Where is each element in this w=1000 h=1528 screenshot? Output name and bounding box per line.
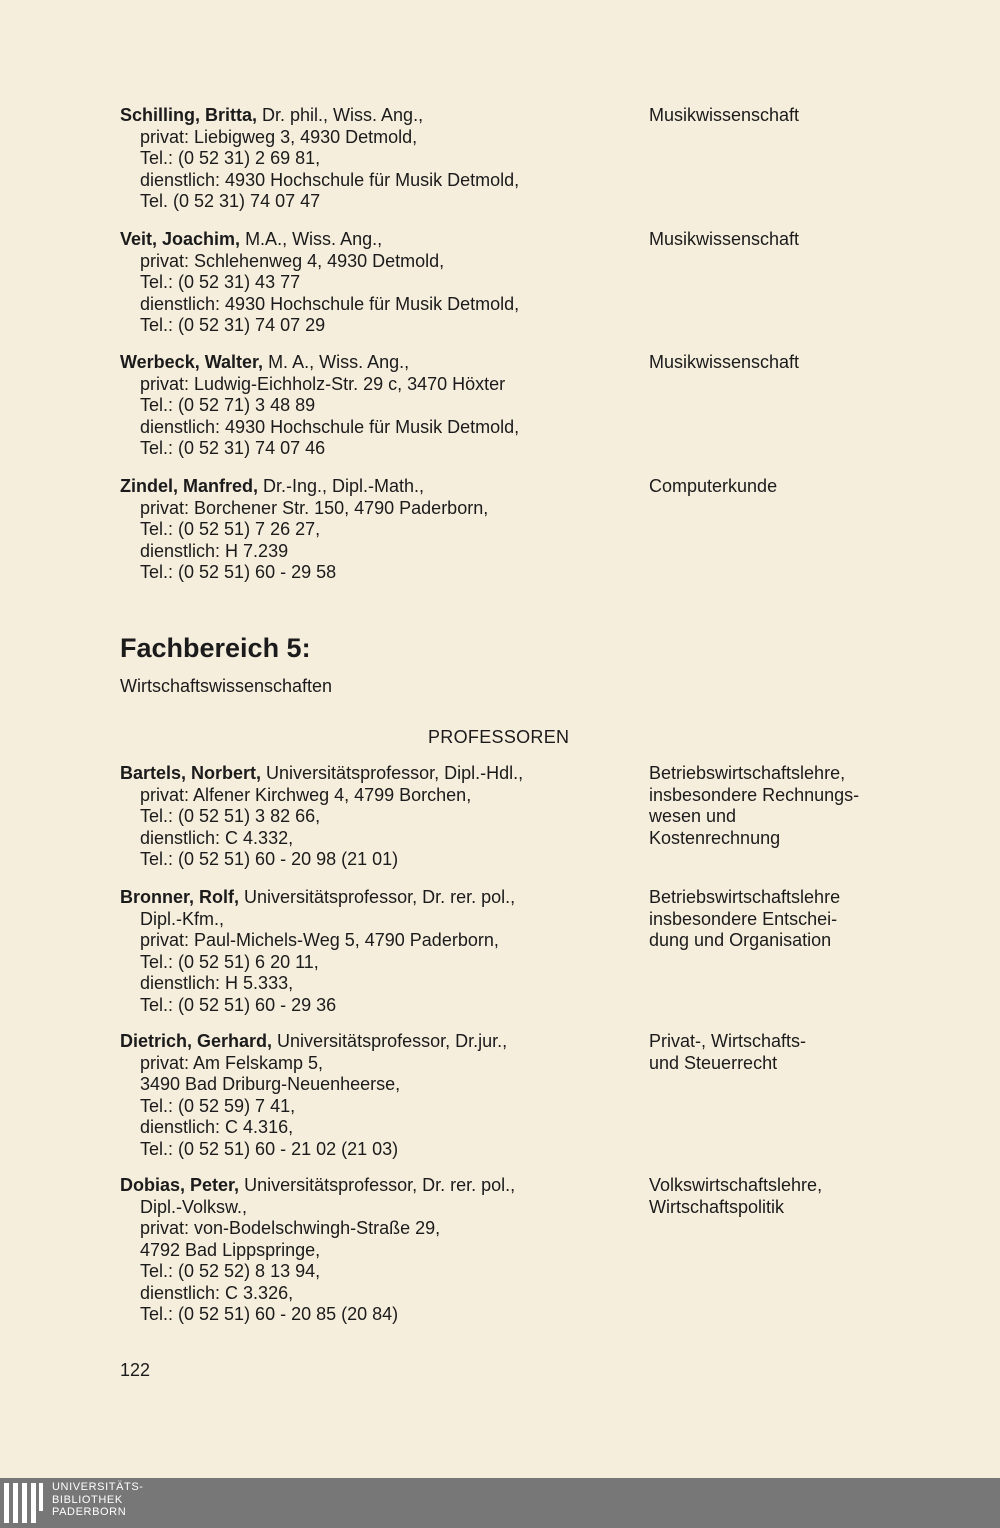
person-title: Dr. phil., Wiss. Ang., — [257, 105, 424, 125]
entry-details — [120, 476, 630, 584]
phone-line: Tel.: (0 52 31) 43 77 — [140, 272, 301, 292]
address-line: privat: Am Felskamp 5, — [140, 1052, 324, 1073]
office-line: dienstlich: 4930 Hochschule für Musik Detmold, — [140, 169, 520, 190]
person-title: M.A., Wiss. Ang., — [240, 229, 383, 249]
address-line: privat: Alfener Kirchweg 4, 4799 Borchen, — [140, 784, 472, 805]
subject-line: Wirtschaftspolitik — [649, 1196, 785, 1217]
entry-heading — [120, 352, 630, 374]
person-name: Veit, Joachim, — [120, 229, 241, 249]
person-title: Universitätsprofessor, Dr.jur., — [272, 1031, 508, 1051]
subject-line: insbesondere Entschei- — [649, 908, 838, 929]
group-heading: PROFESSOREN — [428, 727, 570, 747]
subject-line: Privat-, Wirtschafts- — [649, 1031, 807, 1051]
phone-line: Tel.: (0 52 31) 2 69 81, — [140, 148, 321, 168]
subject-line: wesen und — [649, 806, 737, 826]
library-name-line: UNIVERSITÄTS- — [52, 1481, 144, 1493]
address-line: privat: Borchener Str. 150, 4790 Paderborn, — [140, 497, 489, 518]
phone-line: Tel.: (0 52 52) 8 13 94, — [140, 1261, 321, 1281]
address-line: privat: Paul-Michels-Weg 5, 4790 Paderborn, — [140, 930, 499, 950]
subject-line: Computerkunde — [649, 476, 778, 496]
person-title: Universitätsprofessor, Dr. rer. pol., — [239, 1175, 516, 1195]
office-line: dienstlich: C 4.332, — [140, 827, 294, 848]
library-name-line: BIBLIOTHEK — [52, 1493, 123, 1506]
entry-heading — [120, 887, 630, 909]
phone-line: Tel.: (0 52 51) 60 - 29 36 — [140, 994, 337, 1015]
phone-line: Tel.: (0 52 51) 7 26 27, — [140, 519, 321, 539]
address-line: privat: Liebigweg 3, 4930 Detmold, — [140, 126, 418, 147]
address-line: privat: Ludwig-Eichholz-Str. 29 c, 3470 Höxter — [140, 373, 506, 394]
person-title: Dr.-Ing., Dipl.-Math., — [258, 476, 425, 496]
subject-line: Betriebswirtschaftslehre, — [649, 763, 846, 783]
phone-line: Tel.: (0 52 71) 3 48 89 — [140, 395, 316, 415]
address-line: 4792 Bad Lippspringe, — [140, 1239, 321, 1260]
phone-line: Tel.: (0 52 51) 60 - 21 02 (21 03) — [140, 1138, 399, 1159]
subject-area — [649, 105, 979, 127]
office-line: dienstlich: H 7.239 — [140, 540, 289, 561]
library-name — [52, 1481, 144, 1519]
library-footer-bar — [0, 1478, 1000, 1528]
subject-line: Volkswirtschaftslehre, — [649, 1175, 823, 1195]
office-line: dienstlich: 4930 Hochschule für Musik Detmold, — [140, 293, 520, 314]
office-line: dienstlich: C 3.326, — [140, 1282, 294, 1303]
degree-line: Dipl.-Kfm., — [140, 908, 225, 929]
entry-details — [120, 1175, 630, 1326]
subject-line: Kostenrechnung — [649, 827, 781, 848]
office-line: dienstlich: C 4.316, — [140, 1117, 294, 1137]
entry-details — [120, 763, 630, 871]
person-name: Zindel, Manfred, — [120, 476, 259, 496]
entry-details — [120, 1031, 630, 1160]
phone-line: Tel.: (0 52 51) 60 - 20 98 (21 01) — [140, 849, 399, 869]
address-line: privat: Schlehenweg 4, 4930 Detmold, — [140, 250, 445, 271]
phone-line: Tel.: (0 52 51) 6 20 11, — [140, 951, 319, 972]
phone-line: Tel.: (0 52 51) 60 - 29 58 — [140, 562, 337, 582]
person-name: Schilling, Britta, — [120, 105, 258, 125]
office-line: dienstlich: H 5.333, — [140, 973, 294, 993]
entry-heading — [120, 763, 630, 785]
subject-line: Musikwissenschaft — [649, 352, 800, 372]
person-title: M. A., Wiss. Ang., — [263, 352, 410, 372]
subject-area — [649, 352, 979, 374]
address-line: 3490 Bad Driburg-Neuenheerse, — [140, 1074, 401, 1094]
entry-details — [120, 105, 630, 213]
person-title: Universitätsprofessor, Dipl.-Hdl., — [261, 763, 524, 783]
entry-heading — [120, 476, 630, 498]
subject-area — [649, 887, 979, 952]
entry-details — [120, 352, 630, 460]
subject-line: Musikwissenschaft — [649, 105, 800, 125]
degree-line: Dipl.-Volksw., — [140, 1196, 248, 1217]
section-title: Fachbereich 5: — [120, 633, 311, 663]
person-name: Werbeck, Walter, — [120, 352, 264, 372]
phone-line: Tel.: (0 52 51) 60 - 20 85 (20 84) — [140, 1304, 399, 1324]
subject-area — [649, 1175, 979, 1218]
subject-line: und Steuerrecht — [649, 1052, 778, 1073]
subject-area — [649, 229, 979, 251]
phone-line: Tel. (0 52 31) 74 07 47 — [140, 191, 321, 211]
person-name: Dietrich, Gerhard, — [120, 1031, 273, 1051]
entry-heading — [120, 229, 630, 251]
entry-details — [120, 229, 630, 337]
library-name-line: PADERBORN — [52, 1506, 127, 1518]
entry-heading — [120, 105, 630, 127]
address-line: privat: von-Bodelschwingh-Straße 29, — [140, 1218, 441, 1238]
page-number: 122 — [120, 1360, 151, 1380]
person-name: Bronner, Rolf, — [120, 887, 240, 907]
person-name: Dobias, Peter, — [120, 1175, 240, 1195]
entry-heading — [120, 1031, 630, 1053]
phone-line: Tel.: (0 52 31) 74 07 46 — [140, 438, 326, 458]
subject-area — [649, 1031, 979, 1074]
person-name: Bartels, Norbert, — [120, 763, 262, 783]
subject-line: insbesondere Rechnungs- — [649, 784, 860, 805]
subject-area — [649, 763, 979, 849]
section-subtitle: Wirtschaftswissenschaften — [120, 676, 333, 696]
entry-heading — [120, 1175, 630, 1197]
phone-line: Tel.: (0 52 51) 3 82 66, — [140, 806, 321, 826]
subject-line: dung und Organisation — [649, 930, 832, 950]
subject-line: Betriebswirtschaftslehre — [649, 887, 841, 907]
phone-line: Tel.: (0 52 59) 7 41, — [140, 1095, 296, 1116]
entry-details — [120, 887, 630, 1016]
office-line: dienstlich: 4930 Hochschule für Musik Detmold, — [140, 416, 520, 437]
subject-line: Musikwissenschaft — [649, 229, 800, 249]
phone-line: Tel.: (0 52 31) 74 07 29 — [140, 315, 326, 335]
person-title: Universitätsprofessor, Dr. rer. pol., — [239, 887, 516, 907]
library-logo-icon — [4, 1483, 44, 1523]
subject-area — [649, 476, 979, 498]
